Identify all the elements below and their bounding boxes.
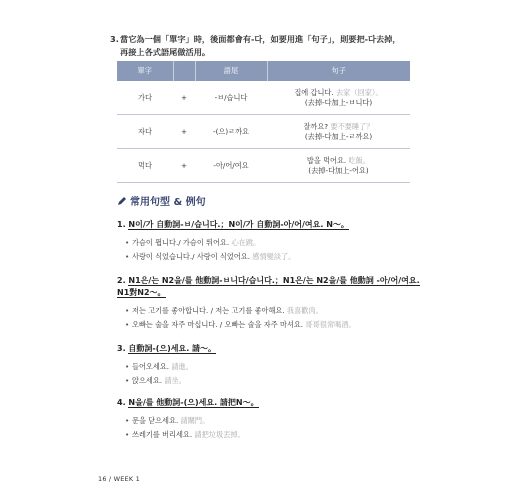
pattern-number: 4. [117, 398, 126, 407]
header-word: 單字 [117, 61, 173, 81]
sentence-cell [267, 81, 410, 115]
intro-line-1: 當它為一個「單字」時，後面都會有-다，如要用進「句子」，則要把-다去掉， [120, 34, 401, 44]
header-ending: 語尾 [195, 61, 267, 81]
pattern-text: N이/가 自動詞-ㅂ/습니다.；N이/가 自動詞-아/어/여요. N～。 [128, 220, 349, 229]
table-row [117, 81, 410, 115]
pencil-icon [117, 196, 127, 206]
sentence-note: (去掉-다加上-ㄹ까요) [304, 131, 373, 141]
list-item [125, 414, 245, 428]
ending-cell: -ㅂ/습니다 [195, 81, 267, 115]
sentence-korean: 밥을 먹어요. [306, 155, 347, 165]
sentence-translation: 去家（回家）。 [335, 87, 383, 97]
pattern-text: N1은/는 N2을/를 他動詞-ㅂ니다/습니다.；N1은/는 N2을/를 他動詞 -아/어/여요. [128, 276, 420, 285]
example-korean: 앉으세요. [132, 375, 163, 385]
pattern-number: 1. [117, 220, 126, 229]
example-translation: 請關門。 [180, 416, 210, 425]
list-item [125, 360, 193, 374]
example-korean: 오빠는 술을 자주 마십니다. / 오빠는 술을 자주 마셔요. [132, 319, 304, 329]
pattern-number: 2. [117, 276, 126, 285]
word-cell: 가다 [117, 81, 173, 115]
example-translation: 我喜歡肉。 [286, 306, 323, 315]
section-title-text: 常用句型 & 例句 [130, 197, 206, 208]
pattern-4-heading [117, 397, 259, 409]
pattern-number: 3. [117, 344, 126, 353]
pattern-4-examples [125, 414, 245, 441]
pattern-2-examples [125, 304, 356, 331]
example-korean: 가슴이 뜁니다./ 가슴이 뛰어요. [132, 238, 230, 247]
page-footer: 16 / WEEK 1 [98, 475, 140, 483]
sentence-cell [267, 149, 410, 183]
intro-paragraph [110, 33, 410, 59]
section-heading [117, 193, 206, 208]
ending-cell: -아/어/여요 [195, 149, 267, 183]
word-cell: 자다 [117, 115, 173, 149]
header-sentence: 句子 [267, 61, 410, 81]
example-translation: 請坐。 [164, 375, 186, 385]
list-item [125, 304, 356, 318]
table-header-row [117, 61, 410, 81]
example-translation: 心在跳。 [231, 238, 261, 247]
plus-cell: + [173, 149, 195, 183]
pattern-1-examples [125, 236, 295, 263]
plus-cell: + [173, 115, 195, 149]
example-korean: 사랑이 식었습니다./ 사랑이 식었어요. [132, 251, 250, 261]
intro-number: 3. [110, 34, 119, 44]
sentence-korean: 집에 갑니다. [294, 87, 334, 97]
sentence-cell [267, 115, 410, 149]
plus-cell: + [173, 81, 195, 115]
sentence-note: (去掉-다加上-ㅂ니다) [304, 97, 373, 107]
pattern-2-heading [117, 275, 420, 299]
pattern-text: N을/를 他動詞-(으)세요. 請把N～。 [128, 398, 259, 407]
list-item [125, 318, 356, 332]
conjugation-table [117, 61, 410, 183]
table-row [117, 115, 410, 149]
list-item [125, 428, 245, 442]
example-translation: 請進。 [171, 362, 193, 371]
list-item [125, 236, 295, 250]
pattern-text: 自動詞-(으)세요. 請～。 [128, 344, 217, 353]
example-translation: 哥哥很常喝酒。 [305, 319, 356, 329]
word-cell: 먹다 [117, 149, 173, 183]
example-korean: 들어오세요. [132, 362, 170, 371]
table-row [117, 149, 410, 183]
pattern-text-line-2: N1對N2～。 [117, 288, 166, 297]
sentence-translation: 吃飯。 [348, 155, 371, 165]
example-korean: 문을 닫으세요. [132, 416, 179, 425]
intro-line-2: 再接上各式語尾做活用。 [120, 47, 211, 57]
example-korean: 저는 고기를 좋아합니다. / 저는 고기를 좋아해요. [132, 306, 285, 315]
list-item [125, 374, 193, 388]
sentence-translation: 要不要睡了？ [330, 121, 374, 131]
example-korean: 쓰레기를 버리세요. [132, 429, 193, 439]
header-plus [173, 61, 195, 81]
sentence-note: (去掉-다加上-어요) [308, 165, 369, 175]
example-translation: 感情變淡了。 [252, 251, 296, 261]
pattern-3-heading [117, 343, 216, 355]
example-translation: 請把垃圾丟掉。 [194, 429, 245, 439]
ending-cell: -(으)ㄹ까요 [195, 115, 267, 149]
list-item [125, 250, 295, 264]
pattern-1-heading [117, 219, 349, 231]
pattern-3-examples [125, 360, 193, 387]
sentence-korean: 잘까요? [303, 121, 329, 131]
